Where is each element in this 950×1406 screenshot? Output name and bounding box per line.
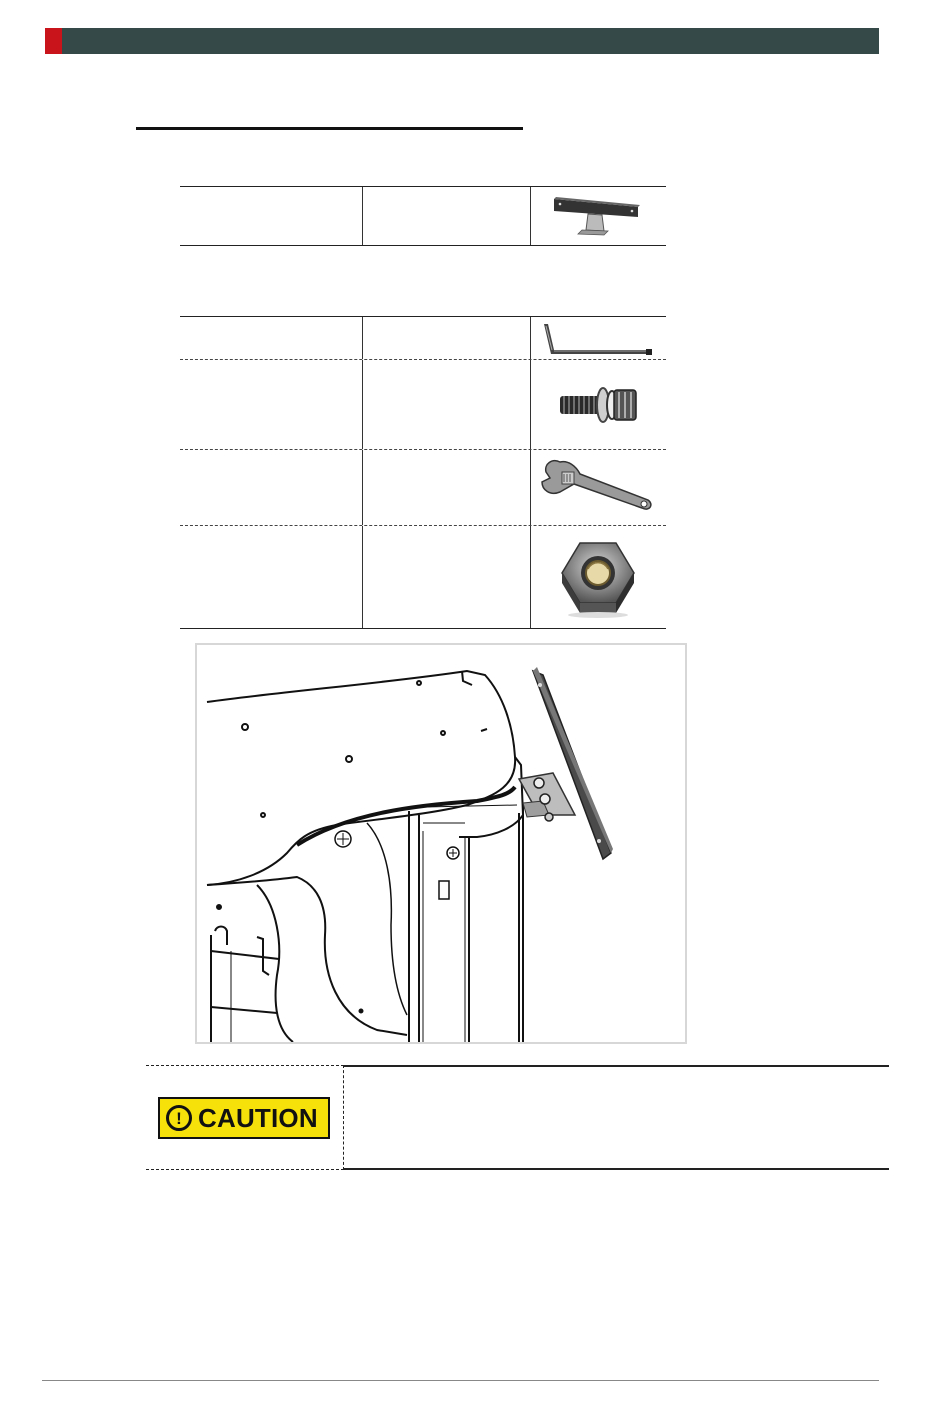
bolt-with-washer-icon <box>556 382 640 428</box>
parts-table-bracket <box>180 186 666 246</box>
part-image-cell <box>530 187 666 245</box>
part-qty-cell <box>362 360 529 449</box>
table-row <box>180 526 666 628</box>
part-name-cell <box>180 187 362 245</box>
part-qty-cell <box>362 187 529 245</box>
header-bar <box>45 28 879 54</box>
caution-border <box>146 1065 344 1066</box>
part-name-cell <box>180 360 362 449</box>
table-row <box>180 360 666 450</box>
part-image-cell <box>530 450 666 525</box>
exclamation-icon: ! <box>166 1105 192 1131</box>
installation-figure <box>195 643 687 1044</box>
part-image-cell <box>530 526 666 628</box>
hex-nut-icon <box>558 535 638 619</box>
parts-table-tools <box>180 316 666 629</box>
hex-key-icon <box>538 320 658 356</box>
bracket-icon <box>552 193 644 239</box>
bracket-installation-drawing <box>197 645 685 1042</box>
adjustable-wrench-icon <box>540 456 656 520</box>
part-image-cell <box>530 360 666 449</box>
caution-notice <box>146 1065 889 1170</box>
caution-border <box>344 1065 889 1067</box>
caution-label-text: CAUTION <box>198 1102 318 1133</box>
caution-border <box>344 1168 889 1170</box>
table-row <box>180 187 666 245</box>
part-name-cell <box>180 317 362 359</box>
part-name-cell <box>180 450 362 525</box>
footer-rule <box>42 1380 879 1381</box>
table-row <box>180 317 666 360</box>
caution-border <box>146 1169 344 1170</box>
table-row <box>180 450 666 526</box>
caution-divider <box>343 1065 344 1170</box>
section-title-underline <box>136 127 523 130</box>
part-name-cell <box>180 526 362 628</box>
part-qty-cell <box>362 450 529 525</box>
part-qty-cell <box>362 526 529 628</box>
part-image-cell <box>530 317 666 359</box>
caution-badge <box>158 1097 330 1139</box>
header-accent <box>45 28 62 54</box>
part-qty-cell <box>362 317 529 359</box>
